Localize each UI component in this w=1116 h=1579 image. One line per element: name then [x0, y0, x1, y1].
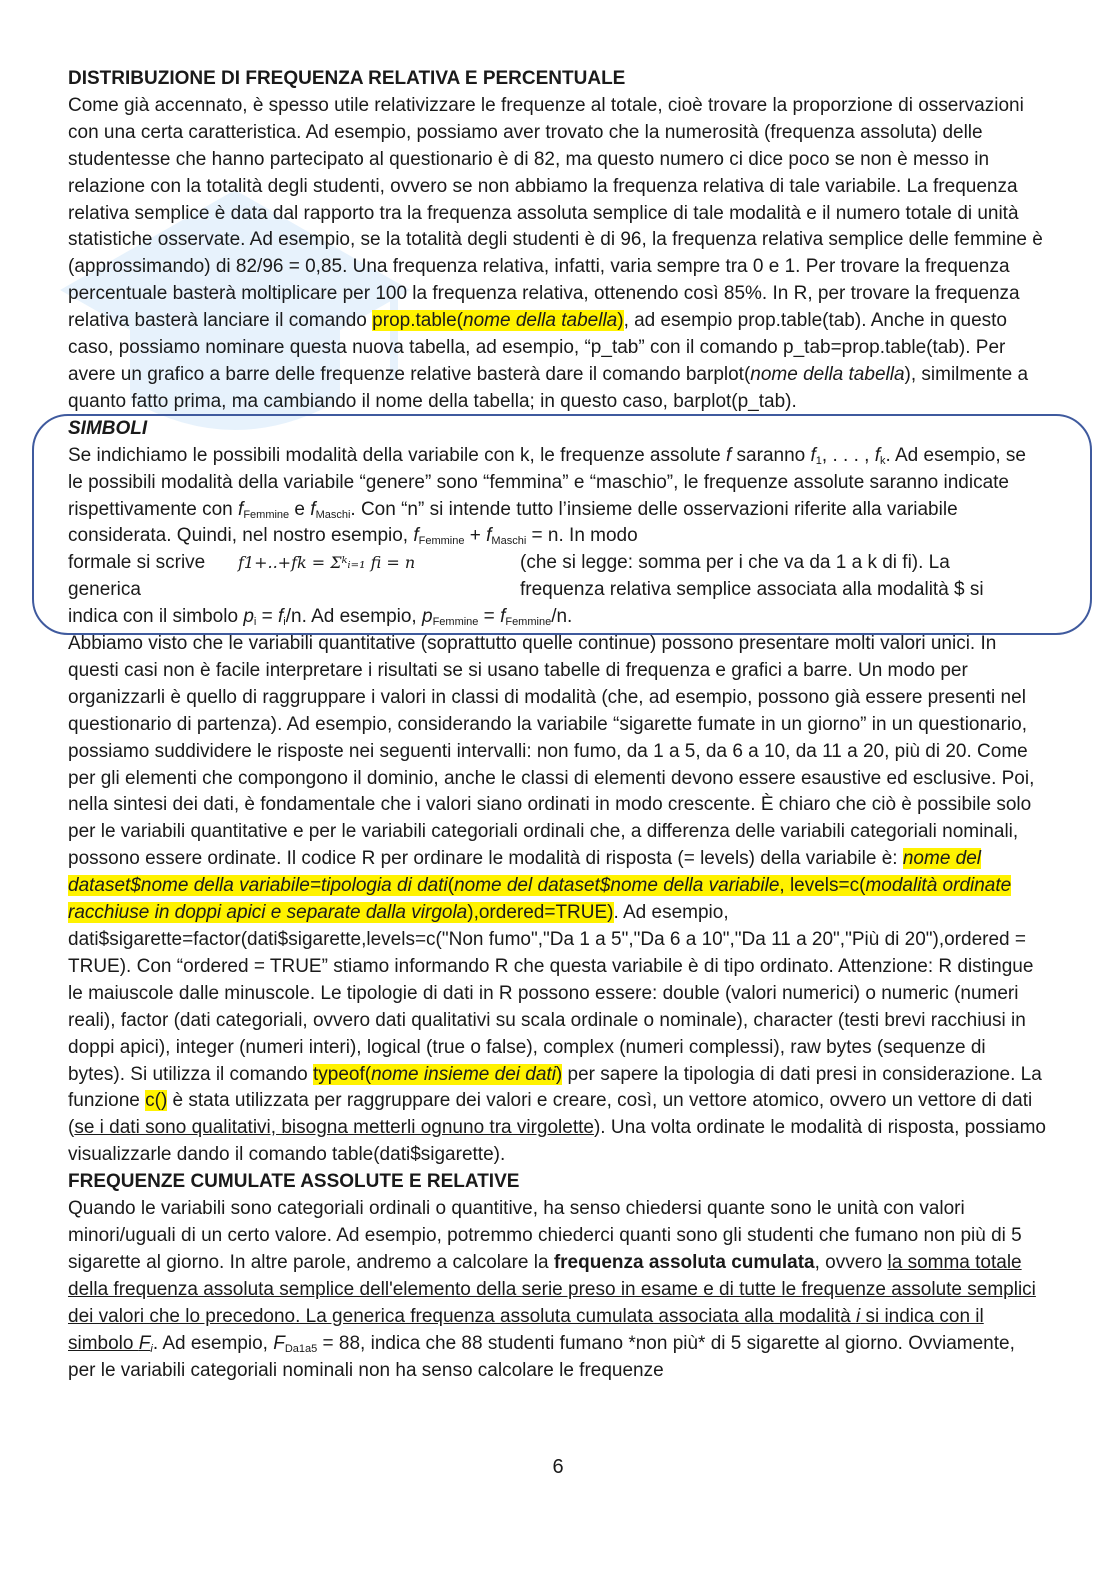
- bold-term: frequenza assoluta cumulata: [553, 1251, 815, 1273]
- text: f: [810, 444, 816, 466]
- text: f: [413, 525, 419, 547]
- paragraph-relative-frequency: [68, 93, 1046, 416]
- text: F: [138, 1332, 151, 1354]
- text: . Ad esempio, se le possibili modalità della variabile “genere” sono “femmina” e “maschio”, le frequenze assolute saranno indicate rispettivamente con: [68, 444, 1026, 520]
- subscript: i: [150, 1342, 153, 1355]
- sum-formula: f1+..+fk = Σᵏᵢ₌₁ fi = n: [238, 553, 416, 573]
- text: /n.: [551, 606, 573, 628]
- text: +: [464, 525, 487, 547]
- subscript: Femmine: [432, 616, 479, 629]
- subscript: Da1a5: [284, 1342, 318, 1355]
- text: nome insieme dei dati: [371, 1063, 556, 1085]
- text: typeof(: [313, 1063, 372, 1085]
- text: nome della tabella: [750, 363, 905, 385]
- paragraph-classes: [68, 631, 1046, 1169]
- subscript: Femmine: [243, 508, 290, 521]
- text: = n. In modo: [526, 525, 638, 547]
- subscript: Maschi: [315, 508, 351, 521]
- text: Abbiamo visto che le variabili quantitative (soprattutto quelle continue) possono presentare molti valori unici. In questi casi non è facile interpretare i risultati se si usano tabelle di frequenza e grafici a barre. Un modo per organizzarli è quello di raggruppare i valori in classi di modalità (che, ad esempio, possono già essere presenti nel questionario di partenza). Ad esempio, considerando la variabile “sigarette fumate in un giorno” in un questionario, possiamo suddividere le risposte nei seguenti intervalli: non fumo, da 1 a 5, da 6 a 10, da 11 a 20, più di 20. Come per gli elementi che compongono il dominio, anche le classi di elementi devono essere esaustive ed esclusive. Poi, nella sintesi dei dati, è fondamentale che i valori siano ordinati in modo crescente. È chiaro che ciò è possibile solo per le variabili quantitative e per le variabili categoriali ordinali che, a differenza delle variabili categoriali nominali, possono essere ordinate. Il codice R per ordinare le modalità di risposta (= levels) della variabile è:: [68, 633, 1035, 870]
- text: i: [855, 1305, 861, 1327]
- text: nome del dataset$nome della variabile: [454, 875, 780, 897]
- text: ). Una volta ordinate le modalità di risposta, possiamo visualizzarle dando il comando table(dati$sigarette).: [68, 1117, 1046, 1166]
- text: f: [486, 525, 492, 547]
- simboli-text: [68, 443, 1046, 551]
- text: f: [725, 444, 732, 466]
- subscript: Maschi: [491, 535, 527, 548]
- subscript: i: [283, 616, 286, 629]
- formula-row-2: [68, 577, 1046, 604]
- text: f: [278, 606, 284, 628]
- subscript: Femmine: [505, 616, 552, 629]
- text: saranno: [731, 444, 811, 466]
- section-title-cumulative: FREQUENZE CUMULATE ASSOLUTE E RELATIVE: [68, 1171, 520, 1193]
- text: la somma totale della frequenza assoluta semplice dell'elemento della serie preso in esame e di tutte le frequenze assolute semplici dei valori che lo precedono. La generica frequenza assoluta cumulata associata alla modalità: [68, 1251, 1036, 1327]
- subscript: k: [879, 454, 886, 467]
- text: f: [500, 606, 506, 628]
- simboli-box: [68, 416, 1046, 631]
- text: , levels=c(: [779, 875, 866, 897]
- text: e: [289, 498, 311, 520]
- text: è stata utilizzata per raggruppare dei valori e creare, così, un vettore atomico, ovvero un vettore di dati (: [68, 1090, 1033, 1139]
- text: nome della tabella: [463, 310, 618, 332]
- text: Come già accennato, è spesso utile relativizzare le frequenze al totale, cioè trovare la proporzione di osservazioni con una certa caratteristica. Ad esempio, possiamo aver trovato che la numerosità (frequenza assoluta) delle studentesse che hanno partecipato al questionario è di 82, ma questo numero ci dice poco se non è messo in relazione con la totalità degli studenti, ovvero se non abbiamo la frequenza relativa di tale variabile. La frequenza relativa semplice è data dal rapporto tra la frequenza assoluta semplice di tale modalità e il numero totale di unità statistiche osservate. Ad esempio, se la totalità degli studenti è di 96, la frequenza relativa semplice delle femmine è (approssimando) di 82/96 = 0,85. Una frequenza relativa, infatti, varia sempre tra 0 e 1. Per trovare la frequenza percentuale basterà moltiplicare per 100 la frequenza relativa, ottenendo così 85%. In R, per trovare la frequenza relativa basterà lanciare il comando: [68, 94, 1043, 332]
- simboli-text-end: [68, 604, 1046, 631]
- text: ), similmente a quanto fatto prima, ma cambiando il nome della tabella; in questo caso, barplot(p_tab).: [68, 363, 1029, 412]
- text: per sapere la tipologia di dati presi in considerazione. La funzione: [68, 1063, 1042, 1112]
- document-page: [68, 66, 1046, 1384]
- text: . Con “n” si intende tutto l’insieme delle osservazioni riferite alla variabile considerata. Quindi, nel nostro esempio,: [68, 498, 958, 547]
- paragraph-cumulative: [68, 1196, 1046, 1384]
- text: p: [421, 606, 433, 628]
- text: , ad esempio prop.table(tab). Anche in questo caso, possiamo nominare questa nuova tabella, ad esempio, “p_tab” con il comando p_tab=prop.table(tab). Per avere un grafico a barre delle frequenze relative basterà dare il comando barplot(: [68, 310, 1007, 385]
- text: nome del dataset$nome della variabile=tipologia di dati: [68, 848, 982, 897]
- text: prop.table(: [372, 310, 464, 332]
- text: Se indichiamo le possibili modalità della variabile con k, le frequenze assolute: [68, 444, 726, 466]
- text: (: [447, 875, 455, 897]
- text: ),ordered=TRUE): [467, 902, 614, 924]
- text: indica con il simbolo: [68, 606, 244, 628]
- text: f: [874, 444, 880, 466]
- text: = 88, indica che 88 studenti fumano *non più* di 5 sigarette al giorno. Ovviamente, per le variabili categoriali nominali non ha senso calcolare le frequenze: [68, 1332, 1015, 1381]
- text: ): [555, 1063, 563, 1085]
- text: p: [243, 606, 254, 628]
- text: , . . . ,: [821, 444, 875, 466]
- text: si indica con il simbolo: [68, 1305, 984, 1354]
- text: Quando le variabili sono categoriali ordinali o quantitive, ha senso chiedersi quante sono le unità con valori minori/uguali di un certo valore. Ad esempio, potremmo chiederci quanti sono gli studenti che fumano non più di 5 sigarette al giorno. In altre parole, andremo a calcolare la: [68, 1198, 1022, 1273]
- subscript: i: [253, 616, 257, 629]
- text: f: [310, 498, 316, 520]
- subscript: 1: [815, 454, 822, 467]
- formula-row: [68, 550, 1046, 577]
- text: . Ad esempio,: [152, 1332, 274, 1354]
- text: , ovvero: [814, 1251, 888, 1273]
- text: =: [478, 606, 501, 628]
- highlight-c-function: c(): [145, 1090, 168, 1112]
- underlined-text: se i dati sono qualitativi, bisogna metterli ognuno tra virgolette: [74, 1117, 594, 1139]
- text: modalità ordinate racchiuse in doppi apici e separate dalla virgola: [68, 875, 1012, 924]
- text: frequenza relativa semplice associata alla modalità $ si: [520, 579, 984, 601]
- highlight-prop-table: [372, 310, 623, 331]
- highlight-typeof: [313, 1064, 562, 1085]
- text: (che si legge: somma per i che va da 1 a k di fi). La: [520, 552, 950, 574]
- text: F: [273, 1332, 285, 1354]
- section-title-relative: DISTRIBUZIONE DI FREQUENZA RELATIVA E PERCENTUALE: [68, 68, 626, 89]
- text: generica: [68, 579, 141, 601]
- text: ): [617, 310, 624, 332]
- simboli-title: SIMBOLI: [68, 417, 148, 439]
- text: formale si scrive: [68, 552, 206, 574]
- text: f: [238, 498, 244, 520]
- text: . Ad esempio, dati$sigarette=factor(dati$sigarette,levels=c("Non fumo","Da 1 a 5","Da 6 a 10","Da 11 a 20","Più di 20"),ordered = TRUE). Con “ordered = TRUE” stiamo informando R che questa variabile è di tipo ordinato. Attenzione: R distingue le maiuscole dalle minuscole. Le tipologie di dati in R possono essere: double (valori numerici) o numeric (numeri reali), factor (dati categoriali, ovvero dati qualitativi su scala ordinale o nominale), character (testi brevi racchiusi in doppi apici), integer (numeri interi), logical (true o false), complex (numeri complessi), raw bytes (sequenze di bytes). Si utilizza il comando: [68, 902, 1034, 1085]
- spacer: [238, 577, 520, 604]
- text: =: [256, 606, 278, 628]
- page-number: 6: [552, 1456, 564, 1478]
- text: /n. Ad esempio,: [285, 606, 422, 628]
- subscript: Femmine: [418, 535, 465, 548]
